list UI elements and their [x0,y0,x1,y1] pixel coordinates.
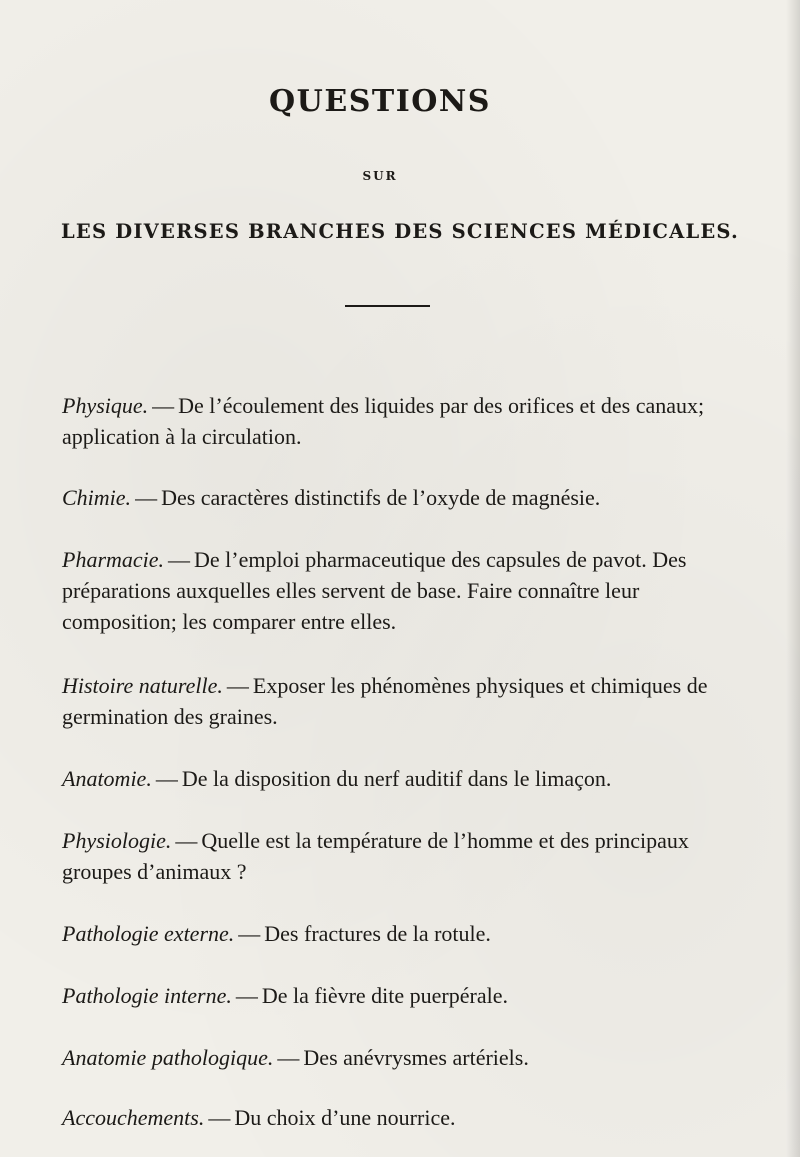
divider-rule [345,305,430,307]
question-subject: Anatomie. [62,766,152,791]
page-subtitle: LES DIVERSES BRANCHES DES SCIENCES MÉDICALES. [61,220,739,243]
question-subject: Chimie. [62,485,132,510]
question-anatomie-pathologique [62,1042,734,1073]
question-subject: Pathologie interne. [62,983,232,1008]
question-dash: — [135,485,158,510]
question-text: Quelle est la température de l’homme et des principaux groupes d’animaux ? [62,828,689,884]
question-dash: — [168,547,191,572]
question-chimie [62,482,734,513]
question-text: Des fractures de la rotule. [264,921,491,946]
question-text: Des caractères distinctifs de l’oxyde de magnésie. [161,485,601,510]
question-anatomie [62,763,734,794]
question-pharmacie [62,544,734,637]
question-text: Du choix d’une nourrice. [234,1105,456,1130]
question-accouchements [62,1102,734,1133]
question-text: De la fièvre dite puerpérale. [261,983,508,1008]
question-text: Exposer les phénomènes physiques et chimiques de germination des graines. [62,673,708,729]
question-subject: Accouchements. [62,1105,205,1130]
question-pathologie-interne [62,980,734,1011]
question-text: De l’écoulement des liquides par des orifices et des canaux; application à la circulation. [62,393,705,449]
question-dash: — [152,393,175,418]
question-dash: — [208,1105,231,1130]
question-pathologie-externe [62,918,734,949]
question-physique [62,390,734,452]
question-dash: — [277,1045,300,1070]
question-dash: — [175,828,198,853]
question-subject: Pathologie externe. [62,921,235,946]
question-subject: Pharmacie. [62,547,165,572]
question-dash: — [155,766,178,791]
question-subject: Physique. [62,393,149,418]
question-subject: Anatomie pathologique. [62,1045,274,1070]
page-title: QUESTIONS [269,84,491,119]
question-dash: — [226,673,249,698]
question-dash: — [235,983,258,1008]
question-subject: Physiologie. [62,828,172,853]
question-text: De l’emploi pharmaceutique des capsules de pavot. Des préparations auxquelles elles servent de base. Faire connaître leur composition; les comparer entre elles. [62,547,687,634]
question-text: De la disposition du nerf auditif dans le limaçon. [181,766,612,791]
question-histoire-naturelle [62,670,734,732]
question-subject: Histoire naturelle. [62,673,223,698]
question-physiologie [62,825,734,887]
question-text: Des anévrysmes artériels. [303,1045,529,1070]
title-connector: SUR [362,169,398,183]
page-edge-shadow [786,0,800,1157]
question-dash: — [238,921,261,946]
